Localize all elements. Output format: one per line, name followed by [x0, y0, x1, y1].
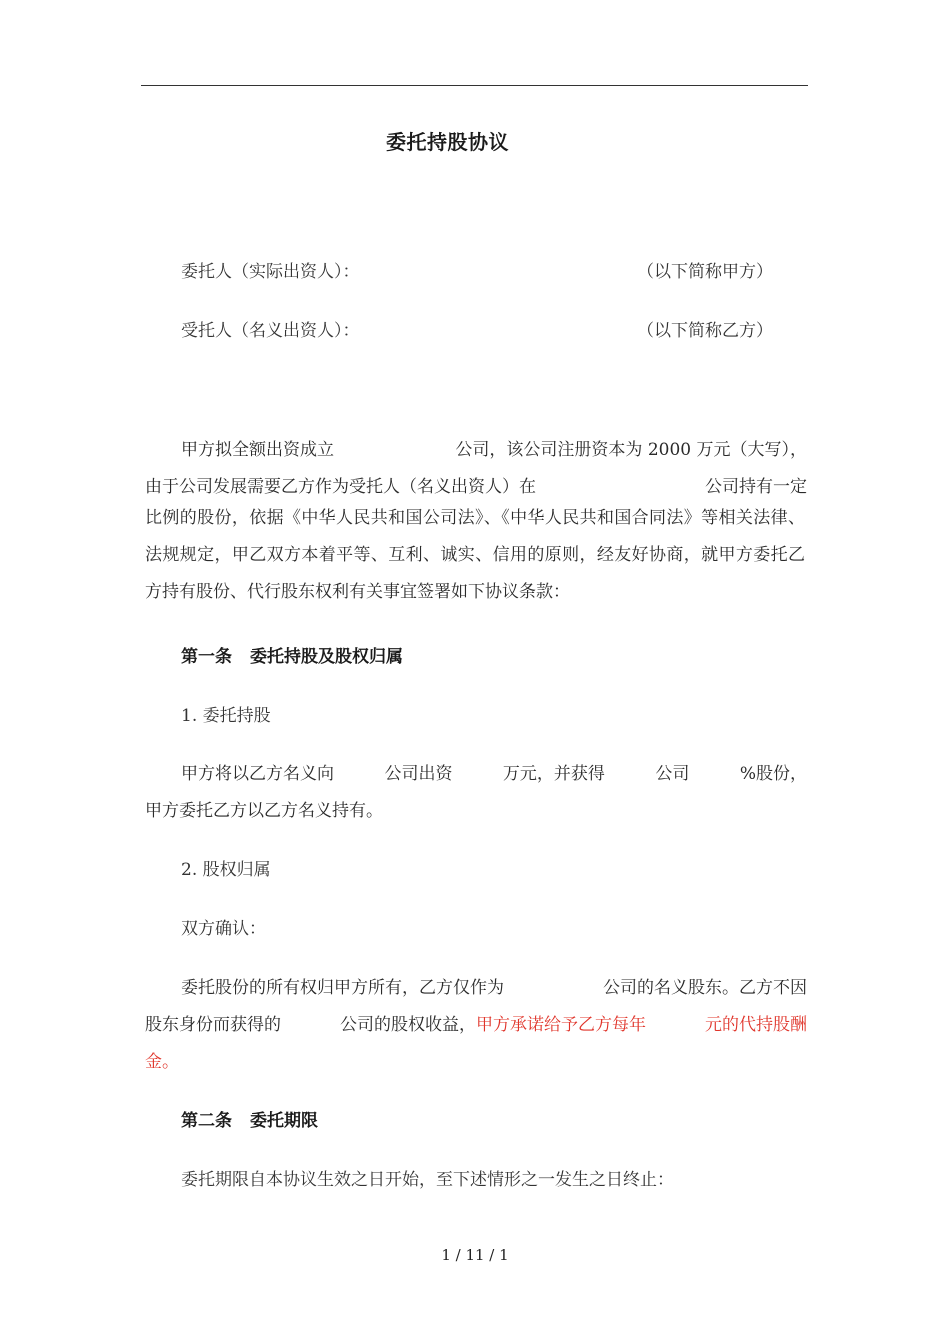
entrust-seg-3: 万元，并获得 — [502, 764, 605, 784]
ownership-seg-2b — [340, 1010, 646, 1035]
article-2-heading — [181, 1106, 318, 1131]
ownership-line-1 — [181, 973, 807, 998]
reward-amount-red: 元的代持股酬 — [705, 1015, 807, 1035]
entrust-seg-1: 甲方将以乙方名义向 — [181, 764, 334, 784]
article-2-text: 委托期限自本协议生效之日开始，至下述情形之一发生之日终止： — [181, 1170, 674, 1190]
party-a-note: （以下简称甲方） — [637, 262, 773, 282]
entrust-seg-5: %股份， — [739, 764, 807, 784]
preamble-line-2 — [145, 472, 807, 497]
header-rule — [141, 85, 808, 86]
preamble-line-1a: 甲方拟全额出资成立 — [181, 440, 334, 460]
entrust-line-1 — [181, 759, 807, 784]
preamble-line-2b: 公司持有一定 — [705, 477, 807, 497]
ownership-line-2 — [145, 1010, 807, 1035]
preamble-line-1b: 公司，该公司注册资本为 2000 万元（大写）， — [455, 440, 807, 460]
entrust-line-2 — [145, 796, 807, 821]
entrust-line-2-text: 甲方委托乙方以乙方名义持有。 — [145, 801, 383, 821]
ownership-line-3-text: 金。 — [145, 1052, 179, 1072]
ownership-seg-2b-text: 公司的股权收益， — [340, 1015, 476, 1035]
entrust-seg-4: 公司 — [655, 764, 690, 784]
subsection-2-title: 2. 股权归属 — [181, 860, 271, 880]
preamble-line-1 — [181, 435, 807, 460]
entrust-seg-2: 公司出资 — [384, 764, 453, 784]
subsection-1-title: 1. 委托持股 — [181, 706, 271, 726]
article-2-title: 委托期限 — [250, 1111, 318, 1131]
article-1-number: 第一条 — [181, 647, 232, 667]
article-1-title: 委托持股及股权归属 — [250, 647, 403, 667]
ownership-seg-2a: 股东身份而获得的 — [145, 1015, 281, 1035]
ownership-seg-1b: 公司的名义股东。乙方不因 — [603, 978, 807, 998]
document-title: 委托持股协议 — [386, 130, 509, 154]
preamble-line-2a: 由于公司发展需要乙方作为受托人（名义出资人）在 — [145, 477, 536, 497]
ownership-seg-1a: 委托股份的所有权归甲方所有，乙方仅作为 — [181, 978, 504, 998]
confirm-text: 双方确认： — [181, 919, 266, 939]
article-1-heading — [181, 642, 403, 667]
party-a-label: 委托人（实际出资人）： — [181, 262, 360, 282]
ownership-line-3 — [145, 1047, 807, 1072]
article-2-number: 第二条 — [181, 1111, 232, 1131]
party-b-label: 受托人（名义出资人）： — [181, 321, 360, 341]
preamble-paragraph: 比例的股份，依据《中华人民共和国公司法》、《中华人民共和国合同法》等相关法律、法规规定，甲乙双方本着平等、互利、诚实、信用的原则，经友好协商，就甲方委托乙方持有股份、代行股东权利有关事宜签署如下协议条款： — [145, 508, 805, 602]
party-b-note: （以下简称乙方） — [637, 321, 773, 341]
reward-clause-red: 甲方承诺给予乙方每年 — [476, 1015, 646, 1035]
page-number-footer: 1 / 11 / 1 — [441, 1246, 509, 1264]
